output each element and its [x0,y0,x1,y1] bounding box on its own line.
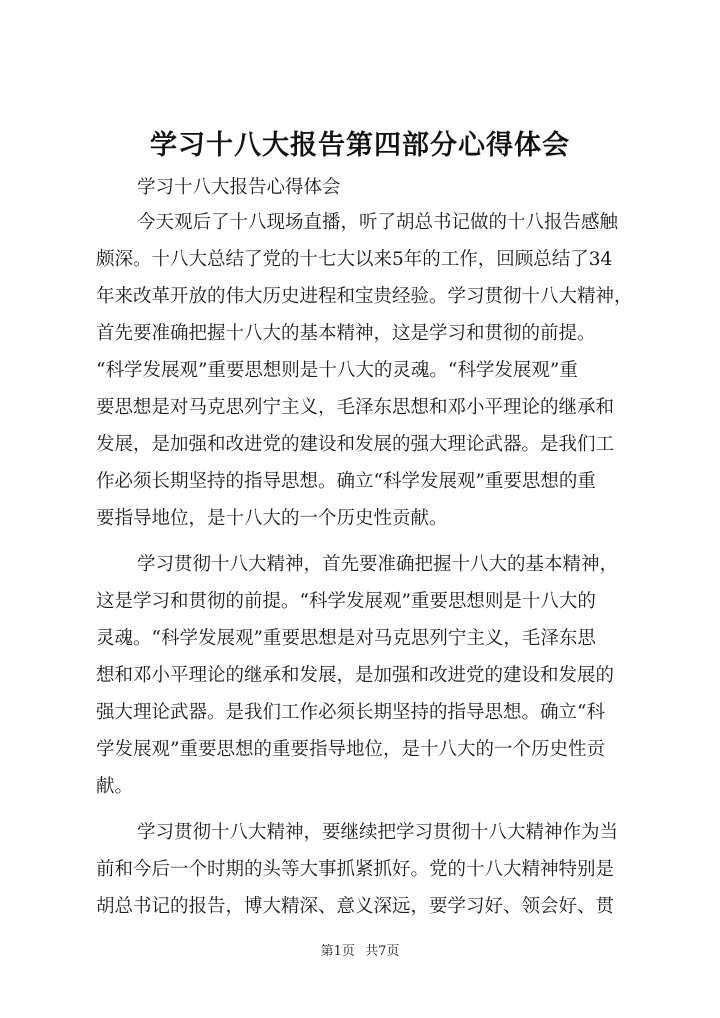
paragraph-line: 首先要准确把握十八大的基本精神，这是学习和贯彻的前提。 [96,323,596,344]
page-footer [0,940,720,959]
paragraph-line: 颇深。十八大总结了党的十七大以来5年的工作，回顾总结了34 [96,249,613,270]
paragraph-3 [96,814,636,925]
document-body [96,172,636,925]
paragraph-line: 今天观后了十八现场直播，听了胡总书记做的十八报告感触 [137,212,619,233]
page-title: 学习十八大报告第四部分心得体会 [150,130,570,161]
paragraph-line: 胡总书记的报告，博大精深、意义深远，要学习好、领会好、贯 [96,896,615,917]
paragraph-line: 献。 [96,776,134,797]
paragraph-line: “科学发展观”重要思想则是十八大的灵魂。“科学发展观”重 [96,360,578,381]
paragraph-line: 学发展观”重要思想的重要指导地位，是十八大的一个历史性贡 [96,739,605,760]
paragraph-line: 学习贯彻十八大精神，首先要准确把握十八大的基本精神， [137,554,619,575]
paragraph-line: 要思想是对马克思列宁主义，毛泽东思想和邓小平理论的继承和 [96,397,615,418]
paragraph-2 [96,546,636,805]
paragraph-line: 发展，是加强和改进党的建设和发展的强大理论武器。是我们工 [96,434,615,455]
paragraph-line: 这是学习和贯彻的前提。“科学发展观”重要思想则是十八大的 [96,591,596,612]
paragraph-line: 想和邓小平理论的继承和发展，是加强和改进党的建设和发展的 [96,665,615,686]
page-total: 共7页 [365,944,400,959]
paragraph-line: 年来改革开放的伟大历史进程和宝贵经验。学习贯彻十八大精神， [96,286,633,307]
page-number: 第1页 [320,944,355,959]
paragraph-line: 灵魂。“科学发展观”重要思想是对马克思列宁主义，毛泽东思 [96,628,596,649]
paragraph-line: 前和今后一个时期的头等大事抓紧抓好。党的十八大精神特别是 [96,859,615,880]
paragraph-1 [96,204,636,537]
paragraph-line: 学习贯彻十八大精神，要继续把学习贯彻十八大精神作为当 [137,822,619,843]
paragraph-line: 要指导地位，是十八大的一个历史性贡献。 [96,508,448,529]
paragraph-line: 强大理论武器。是我们工作必须长期坚持的指导思想。确立“科 [96,702,605,723]
document-subtitle: 学习十八大报告心得体会 [137,177,341,198]
paragraph-line: 作必须长期坚持的指导思想。确立“科学发展观”重要思想的重 [96,471,596,492]
